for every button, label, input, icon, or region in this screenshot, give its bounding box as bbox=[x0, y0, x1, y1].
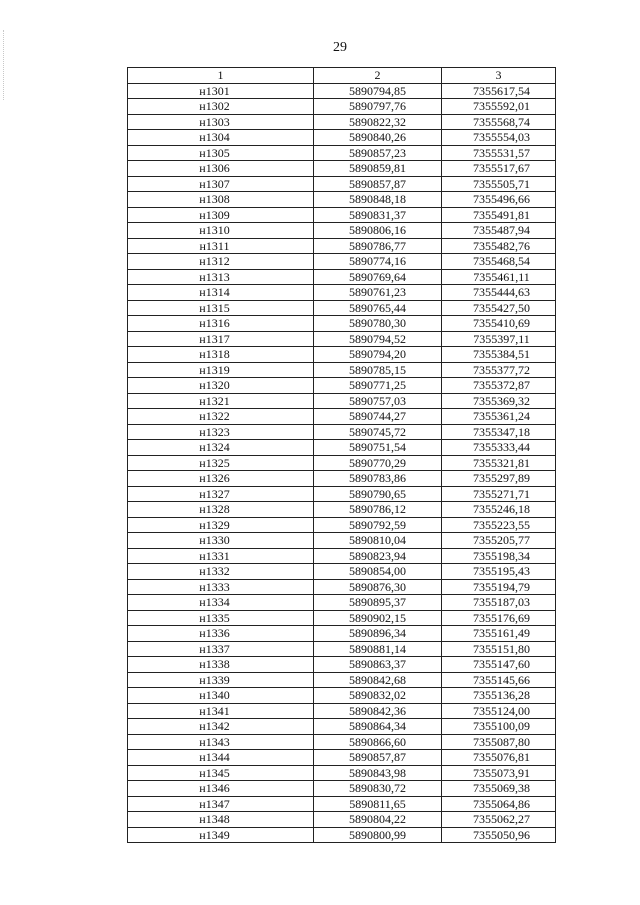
point-name-cell: н1317 bbox=[128, 331, 314, 347]
y-coordinate-cell: 7355087,80 bbox=[442, 734, 556, 750]
y-coordinate-cell: 7355176,69 bbox=[442, 610, 556, 626]
table-row bbox=[128, 254, 556, 270]
y-coordinate-cell: 7355198,34 bbox=[442, 548, 556, 564]
x-coordinate-cell: 5890859,81 bbox=[314, 161, 442, 177]
point-name-cell: н1308 bbox=[128, 192, 314, 208]
point-name-cell: н1329 bbox=[128, 517, 314, 533]
y-coordinate-cell: 7355064,86 bbox=[442, 796, 556, 812]
y-coordinate-cell: 7355100,09 bbox=[442, 719, 556, 735]
x-coordinate-cell: 5890794,85 bbox=[314, 83, 442, 99]
table-row bbox=[128, 502, 556, 518]
page-number: 29 bbox=[333, 40, 347, 55]
table-body bbox=[128, 83, 556, 843]
table-row bbox=[128, 703, 556, 719]
x-coordinate-cell: 5890765,44 bbox=[314, 300, 442, 316]
x-coordinate-cell: 5890876,30 bbox=[314, 579, 442, 595]
table-row bbox=[128, 688, 556, 704]
y-coordinate-cell: 7355372,87 bbox=[442, 378, 556, 394]
x-coordinate-cell: 5890744,27 bbox=[314, 409, 442, 425]
y-coordinate-cell: 7355136,28 bbox=[442, 688, 556, 704]
x-coordinate-cell: 5890895,37 bbox=[314, 595, 442, 611]
y-coordinate-cell: 7355461,11 bbox=[442, 269, 556, 285]
y-coordinate-cell: 7355444,63 bbox=[442, 285, 556, 301]
point-name-cell: н1334 bbox=[128, 595, 314, 611]
y-coordinate-cell: 7355187,03 bbox=[442, 595, 556, 611]
x-coordinate-cell: 5890902,15 bbox=[314, 610, 442, 626]
x-coordinate-cell: 5890822,32 bbox=[314, 114, 442, 130]
x-coordinate-cell: 5890896,34 bbox=[314, 626, 442, 642]
point-name-cell: н1310 bbox=[128, 223, 314, 239]
y-coordinate-cell: 7355223,55 bbox=[442, 517, 556, 533]
y-coordinate-cell: 7355568,74 bbox=[442, 114, 556, 130]
point-name-cell: н1327 bbox=[128, 486, 314, 502]
table-row bbox=[128, 130, 556, 146]
point-name-cell: н1311 bbox=[128, 238, 314, 254]
x-coordinate-cell: 5890794,52 bbox=[314, 331, 442, 347]
column-header-point: 1 bbox=[128, 68, 314, 84]
point-name-cell: н1316 bbox=[128, 316, 314, 332]
y-coordinate-cell: 7355076,81 bbox=[442, 750, 556, 766]
point-name-cell: н1307 bbox=[128, 176, 314, 192]
point-name-cell: н1342 bbox=[128, 719, 314, 735]
x-coordinate-cell: 5890774,16 bbox=[314, 254, 442, 270]
table-row bbox=[128, 765, 556, 781]
point-name-cell: н1315 bbox=[128, 300, 314, 316]
y-coordinate-cell: 7355194,79 bbox=[442, 579, 556, 595]
x-coordinate-cell: 5890857,87 bbox=[314, 750, 442, 766]
x-coordinate-cell: 5890770,29 bbox=[314, 455, 442, 471]
table-row bbox=[128, 564, 556, 580]
x-coordinate-cell: 5890881,14 bbox=[314, 641, 442, 657]
point-name-cell: н1319 bbox=[128, 362, 314, 378]
table-row bbox=[128, 378, 556, 394]
table-row bbox=[128, 316, 556, 332]
table-row bbox=[128, 331, 556, 347]
table-row bbox=[128, 83, 556, 99]
y-coordinate-cell: 7355617,54 bbox=[442, 83, 556, 99]
x-coordinate-cell: 5890842,68 bbox=[314, 672, 442, 688]
point-name-cell: н1343 bbox=[128, 734, 314, 750]
point-name-cell: н1322 bbox=[128, 409, 314, 425]
column-header-y: 3 bbox=[442, 68, 556, 84]
y-coordinate-cell: 7355531,57 bbox=[442, 145, 556, 161]
x-coordinate-cell: 5890811,65 bbox=[314, 796, 442, 812]
point-name-cell: н1313 bbox=[128, 269, 314, 285]
x-coordinate-cell: 5890769,64 bbox=[314, 269, 442, 285]
table-row bbox=[128, 533, 556, 549]
y-coordinate-cell: 7355554,03 bbox=[442, 130, 556, 146]
y-coordinate-cell: 7355347,18 bbox=[442, 424, 556, 440]
y-coordinate-cell: 7355517,67 bbox=[442, 161, 556, 177]
y-coordinate-cell: 7355246,18 bbox=[442, 502, 556, 518]
x-coordinate-cell: 5890864,34 bbox=[314, 719, 442, 735]
point-name-cell: н1318 bbox=[128, 347, 314, 363]
x-coordinate-cell: 5890866,60 bbox=[314, 734, 442, 750]
point-name-cell: н1336 bbox=[128, 626, 314, 642]
table-row bbox=[128, 347, 556, 363]
x-coordinate-cell: 5890832,02 bbox=[314, 688, 442, 704]
x-coordinate-cell: 5890823,94 bbox=[314, 548, 442, 564]
y-coordinate-cell: 7355397,11 bbox=[442, 331, 556, 347]
column-header-x: 2 bbox=[314, 68, 442, 84]
table-row bbox=[128, 424, 556, 440]
x-coordinate-cell: 5890848,18 bbox=[314, 192, 442, 208]
table-row bbox=[128, 285, 556, 301]
table-row bbox=[128, 657, 556, 673]
table-row bbox=[128, 440, 556, 456]
table-row bbox=[128, 362, 556, 378]
table-row bbox=[128, 610, 556, 626]
table-row bbox=[128, 734, 556, 750]
x-coordinate-cell: 5890857,87 bbox=[314, 176, 442, 192]
coordinates-table bbox=[127, 67, 556, 843]
x-coordinate-cell: 5890831,37 bbox=[314, 207, 442, 223]
x-coordinate-cell: 5890854,00 bbox=[314, 564, 442, 580]
point-name-cell: н1326 bbox=[128, 471, 314, 487]
table-row bbox=[128, 486, 556, 502]
table-row bbox=[128, 99, 556, 115]
y-coordinate-cell: 7355151,80 bbox=[442, 641, 556, 657]
x-coordinate-cell: 5890790,65 bbox=[314, 486, 442, 502]
table-row bbox=[128, 750, 556, 766]
table-row bbox=[128, 517, 556, 533]
x-coordinate-cell: 5890786,77 bbox=[314, 238, 442, 254]
y-coordinate-cell: 7355124,00 bbox=[442, 703, 556, 719]
table-row bbox=[128, 161, 556, 177]
point-name-cell: н1301 bbox=[128, 83, 314, 99]
table-row bbox=[128, 641, 556, 657]
x-coordinate-cell: 5890797,76 bbox=[314, 99, 442, 115]
table-row bbox=[128, 176, 556, 192]
table-row bbox=[128, 827, 556, 843]
table-row bbox=[128, 300, 556, 316]
point-name-cell: н1302 bbox=[128, 99, 314, 115]
y-coordinate-cell: 7355161,49 bbox=[442, 626, 556, 642]
y-coordinate-cell: 7355147,60 bbox=[442, 657, 556, 673]
table-row bbox=[128, 207, 556, 223]
table-row bbox=[128, 548, 556, 564]
table-row bbox=[128, 223, 556, 239]
point-name-cell: н1335 bbox=[128, 610, 314, 626]
y-coordinate-cell: 7355505,71 bbox=[442, 176, 556, 192]
y-coordinate-cell: 7355073,91 bbox=[442, 765, 556, 781]
x-coordinate-cell: 5890794,20 bbox=[314, 347, 442, 363]
y-coordinate-cell: 7355482,76 bbox=[442, 238, 556, 254]
point-name-cell: н1340 bbox=[128, 688, 314, 704]
x-coordinate-cell: 5890783,86 bbox=[314, 471, 442, 487]
table-row bbox=[128, 672, 556, 688]
table-header-row bbox=[128, 68, 556, 84]
table-row bbox=[128, 455, 556, 471]
table-row bbox=[128, 719, 556, 735]
y-coordinate-cell: 7355062,27 bbox=[442, 812, 556, 828]
x-coordinate-cell: 5890780,30 bbox=[314, 316, 442, 332]
table-row bbox=[128, 471, 556, 487]
point-name-cell: н1349 bbox=[128, 827, 314, 843]
y-coordinate-cell: 7355496,66 bbox=[442, 192, 556, 208]
point-name-cell: н1341 bbox=[128, 703, 314, 719]
point-name-cell: н1306 bbox=[128, 161, 314, 177]
y-coordinate-cell: 7355333,44 bbox=[442, 440, 556, 456]
x-coordinate-cell: 5890745,72 bbox=[314, 424, 442, 440]
x-coordinate-cell: 5890842,36 bbox=[314, 703, 442, 719]
y-coordinate-cell: 7355145,66 bbox=[442, 672, 556, 688]
x-coordinate-cell: 5890810,04 bbox=[314, 533, 442, 549]
point-name-cell: н1304 bbox=[128, 130, 314, 146]
x-coordinate-cell: 5890792,59 bbox=[314, 517, 442, 533]
point-name-cell: н1348 bbox=[128, 812, 314, 828]
table-row bbox=[128, 409, 556, 425]
table-row bbox=[128, 626, 556, 642]
table-row bbox=[128, 812, 556, 828]
y-coordinate-cell: 7355050,96 bbox=[442, 827, 556, 843]
table-row bbox=[128, 269, 556, 285]
y-coordinate-cell: 7355361,24 bbox=[442, 409, 556, 425]
table-row bbox=[128, 238, 556, 254]
point-name-cell: н1303 bbox=[128, 114, 314, 130]
point-name-cell: н1323 bbox=[128, 424, 314, 440]
point-name-cell: н1339 bbox=[128, 672, 314, 688]
point-name-cell: н1324 bbox=[128, 440, 314, 456]
point-name-cell: н1345 bbox=[128, 765, 314, 781]
x-coordinate-cell: 5890785,15 bbox=[314, 362, 442, 378]
point-name-cell: н1325 bbox=[128, 455, 314, 471]
y-coordinate-cell: 7355468,54 bbox=[442, 254, 556, 270]
table-row bbox=[128, 796, 556, 812]
y-coordinate-cell: 7355384,51 bbox=[442, 347, 556, 363]
y-coordinate-cell: 7355592,01 bbox=[442, 99, 556, 115]
x-coordinate-cell: 5890830,72 bbox=[314, 781, 442, 797]
x-coordinate-cell: 5890786,12 bbox=[314, 502, 442, 518]
y-coordinate-cell: 7355205,77 bbox=[442, 533, 556, 549]
point-name-cell: н1305 bbox=[128, 145, 314, 161]
point-name-cell: н1314 bbox=[128, 285, 314, 301]
table-row bbox=[128, 145, 556, 161]
y-coordinate-cell: 7355195,43 bbox=[442, 564, 556, 580]
x-coordinate-cell: 5890761,23 bbox=[314, 285, 442, 301]
x-coordinate-cell: 5890804,22 bbox=[314, 812, 442, 828]
x-coordinate-cell: 5890800,99 bbox=[314, 827, 442, 843]
y-coordinate-cell: 7355410,69 bbox=[442, 316, 556, 332]
table-row bbox=[128, 192, 556, 208]
y-coordinate-cell: 7355271,71 bbox=[442, 486, 556, 502]
table-row bbox=[128, 393, 556, 409]
y-coordinate-cell: 7355377,72 bbox=[442, 362, 556, 378]
point-name-cell: н1328 bbox=[128, 502, 314, 518]
point-name-cell: н1344 bbox=[128, 750, 314, 766]
point-name-cell: н1309 bbox=[128, 207, 314, 223]
x-coordinate-cell: 5890757,03 bbox=[314, 393, 442, 409]
x-coordinate-cell: 5890843,98 bbox=[314, 765, 442, 781]
x-coordinate-cell: 5890771,25 bbox=[314, 378, 442, 394]
x-coordinate-cell: 5890751,54 bbox=[314, 440, 442, 456]
y-coordinate-cell: 7355297,89 bbox=[442, 471, 556, 487]
x-coordinate-cell: 5890857,23 bbox=[314, 145, 442, 161]
point-name-cell: н1320 bbox=[128, 378, 314, 394]
table-row bbox=[128, 114, 556, 130]
y-coordinate-cell: 7355321,81 bbox=[442, 455, 556, 471]
x-coordinate-cell: 5890840,26 bbox=[314, 130, 442, 146]
y-coordinate-cell: 7355487,94 bbox=[442, 223, 556, 239]
point-name-cell: н1332 bbox=[128, 564, 314, 580]
point-name-cell: н1330 bbox=[128, 533, 314, 549]
point-name-cell: н1312 bbox=[128, 254, 314, 270]
point-name-cell: н1321 bbox=[128, 393, 314, 409]
point-name-cell: н1338 bbox=[128, 657, 314, 673]
point-name-cell: н1346 bbox=[128, 781, 314, 797]
x-coordinate-cell: 5890863,37 bbox=[314, 657, 442, 673]
table-row bbox=[128, 595, 556, 611]
point-name-cell: н1331 bbox=[128, 548, 314, 564]
table-row bbox=[128, 781, 556, 797]
y-coordinate-cell: 7355427,50 bbox=[442, 300, 556, 316]
point-name-cell: н1333 bbox=[128, 579, 314, 595]
point-name-cell: н1347 bbox=[128, 796, 314, 812]
point-name-cell: н1337 bbox=[128, 641, 314, 657]
table-row bbox=[128, 579, 556, 595]
y-coordinate-cell: 7355491,81 bbox=[442, 207, 556, 223]
y-coordinate-cell: 7355369,32 bbox=[442, 393, 556, 409]
x-coordinate-cell: 5890806,16 bbox=[314, 223, 442, 239]
y-coordinate-cell: 7355069,38 bbox=[442, 781, 556, 797]
